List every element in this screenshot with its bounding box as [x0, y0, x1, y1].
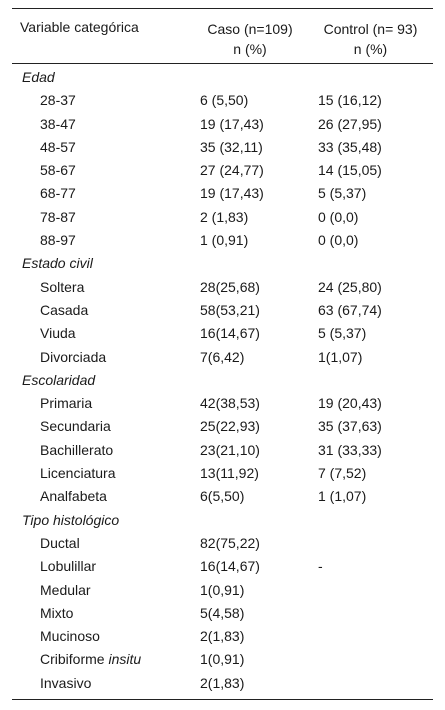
table-row	[12, 182, 433, 205]
table-row	[12, 439, 433, 462]
row-label	[12, 89, 192, 112]
cell-caso: 2(1,83)	[200, 628, 245, 645]
row-label-text: Viuda	[40, 325, 76, 342]
section-label	[12, 252, 192, 275]
row-label-text: Licenciatura	[40, 465, 116, 482]
section-row	[12, 252, 433, 275]
row-label-text: 78-87	[40, 208, 76, 225]
header-caso-title: Caso (n=109)	[207, 21, 293, 37]
row-label-emphasis: insitu	[108, 651, 142, 668]
cell-caso: 16(14,67)	[200, 558, 260, 575]
table-row	[12, 415, 433, 438]
cell-caso	[192, 509, 316, 532]
cell-control: 15 (16,12)	[318, 92, 382, 109]
cell-caso: 7(6,42)	[200, 348, 245, 365]
section-label	[12, 509, 192, 532]
row-label	[12, 136, 192, 159]
table-row	[12, 276, 433, 299]
cell-caso: 2 (1,83)	[200, 208, 249, 225]
table-header	[12, 8, 433, 64]
row-label-text: Invasivo	[40, 674, 92, 691]
table-row	[12, 229, 433, 252]
cell-control: 14 (15,05)	[318, 162, 382, 179]
cell-control: 0 (0,0)	[318, 208, 359, 225]
cell-control	[316, 602, 433, 625]
cell-caso: 6(5,50)	[200, 488, 245, 505]
row-label-text: Escolaridad	[22, 371, 96, 388]
cell-control: 19 (20,43)	[318, 395, 382, 412]
table-row	[12, 555, 433, 578]
cell-control	[316, 509, 433, 532]
cell-caso: 13(11,92)	[200, 465, 259, 482]
row-label	[12, 485, 192, 508]
cell-control	[316, 648, 433, 671]
row-label	[12, 299, 192, 322]
row-label	[12, 672, 192, 695]
header-control-title: Control (n= 93)	[323, 21, 418, 37]
section-row	[12, 66, 433, 89]
cell-caso: 19 (17,43)	[200, 115, 264, 132]
cell-caso: 1(0,91)	[200, 581, 245, 598]
row-label	[12, 462, 192, 485]
cell-caso: 28(25,68)	[200, 278, 260, 295]
table-body	[12, 64, 433, 700]
cell-control: 26 (27,95)	[318, 115, 382, 132]
cell-caso: 19 (17,43)	[200, 185, 264, 202]
section-row	[12, 509, 433, 532]
row-label	[12, 439, 192, 462]
cell-control: 33 (35,48)	[318, 138, 382, 155]
row-label	[12, 229, 192, 252]
section-row	[12, 369, 433, 392]
row-label-text: Divorciada	[40, 348, 107, 365]
cell-caso: 1 (0,91)	[200, 232, 249, 249]
table-row	[12, 648, 433, 671]
table-row	[12, 136, 433, 159]
row-label-text: Estado civil	[22, 255, 93, 272]
cell-control	[316, 369, 433, 392]
cell-caso: 16(14,67)	[200, 325, 260, 342]
row-label-text: Ductal	[40, 534, 80, 551]
row-label-text: Secundaria	[40, 418, 111, 435]
header-control-unit: n (%)	[353, 41, 388, 57]
row-label	[12, 276, 192, 299]
cell-caso: 27 (24,77)	[200, 162, 264, 179]
cell-control	[316, 579, 433, 602]
cell-caso: 25(22,93)	[200, 418, 260, 435]
row-label-text: 68-77	[40, 185, 76, 202]
row-label	[12, 602, 192, 625]
cell-control	[316, 625, 433, 648]
table-row	[12, 625, 433, 648]
row-label	[12, 182, 192, 205]
header-variable: Variable categórica	[20, 19, 139, 35]
data-table	[12, 8, 433, 700]
section-label	[12, 369, 192, 392]
table-row	[12, 206, 433, 229]
table-row	[12, 322, 433, 345]
row-label	[12, 415, 192, 438]
row-label-text: Medular	[40, 581, 91, 598]
cell-control: 5 (5,37)	[318, 185, 367, 202]
cell-control: 24 (25,80)	[318, 278, 382, 295]
cell-caso: 6 (5,50)	[200, 92, 249, 109]
section-label	[12, 66, 192, 89]
row-label-text: Mixto	[40, 604, 74, 621]
table-row	[12, 602, 433, 625]
header-caso-unit: n (%)	[233, 41, 267, 57]
row-label-text: Casada	[40, 301, 89, 318]
row-label	[12, 648, 192, 671]
row-label	[12, 625, 192, 648]
cell-control: 7 (7,52)	[318, 465, 367, 482]
cell-caso: 1(0,91)	[200, 651, 245, 668]
row-label	[12, 322, 192, 345]
table-row	[12, 159, 433, 182]
table-row	[12, 532, 433, 555]
table-row	[12, 346, 433, 369]
row-label-text: 38-47	[40, 115, 76, 132]
cell-caso: 35 (32,11)	[200, 138, 263, 155]
table-row	[12, 299, 433, 322]
row-label	[12, 346, 192, 369]
table-row	[12, 485, 433, 508]
cell-caso	[192, 252, 316, 275]
row-label-text: Edad	[22, 69, 55, 85]
row-label-text: Primaria	[40, 395, 93, 412]
header-control	[308, 19, 433, 63]
row-label	[12, 159, 192, 182]
cell-control: 35 (37,63)	[318, 418, 382, 435]
cell-caso: 23(21,10)	[200, 441, 260, 458]
header-caso	[192, 19, 308, 63]
cell-control	[316, 532, 433, 555]
cell-control: -	[318, 558, 323, 575]
row-label-text: Lobulillar	[40, 558, 97, 575]
row-label-text: Soltera	[40, 278, 85, 295]
cell-caso: 82(75,22)	[200, 534, 260, 551]
cell-control: 1(1,07)	[318, 348, 363, 365]
row-label	[12, 113, 192, 136]
row-label-text: Cribiforme	[40, 651, 105, 668]
row-label-text: 28-37	[40, 92, 76, 109]
row-label-text: 58-67	[40, 162, 76, 179]
table-row	[12, 89, 433, 112]
table-row	[12, 579, 433, 602]
row-label	[12, 532, 192, 555]
cell-control	[316, 66, 433, 89]
row-label-text: Mucinoso	[40, 628, 100, 645]
row-label-text: 48-57	[40, 138, 76, 155]
cell-control: 31 (33,33)	[318, 441, 382, 458]
cell-caso	[192, 66, 316, 89]
cell-control	[316, 252, 433, 275]
row-label	[12, 392, 192, 415]
row-label	[12, 206, 192, 229]
row-label	[12, 579, 192, 602]
cell-caso: 58(53,21)	[200, 301, 260, 318]
cell-control: 0 (0,0)	[318, 232, 359, 249]
row-label-text: 88-97	[40, 232, 76, 249]
cell-caso: 5(4,58)	[200, 604, 245, 621]
cell-caso: 42(38,53)	[200, 395, 260, 412]
cell-control: 63 (67,74)	[318, 301, 382, 318]
cell-control	[316, 672, 433, 695]
cell-caso: 2(1,83)	[200, 674, 245, 691]
row-label	[12, 555, 192, 578]
row-label-text: Analfabeta	[40, 488, 107, 505]
cell-control: 5 (5,37)	[318, 325, 367, 342]
table-row	[12, 672, 433, 695]
row-label-text: Bachillerato	[40, 441, 114, 458]
row-label-text: Tipo histológico	[22, 511, 120, 528]
cell-control: 1 (1,07)	[318, 488, 367, 505]
table-row	[12, 392, 433, 415]
cell-caso	[192, 369, 316, 392]
table-row	[12, 113, 433, 136]
table-row	[12, 462, 433, 485]
